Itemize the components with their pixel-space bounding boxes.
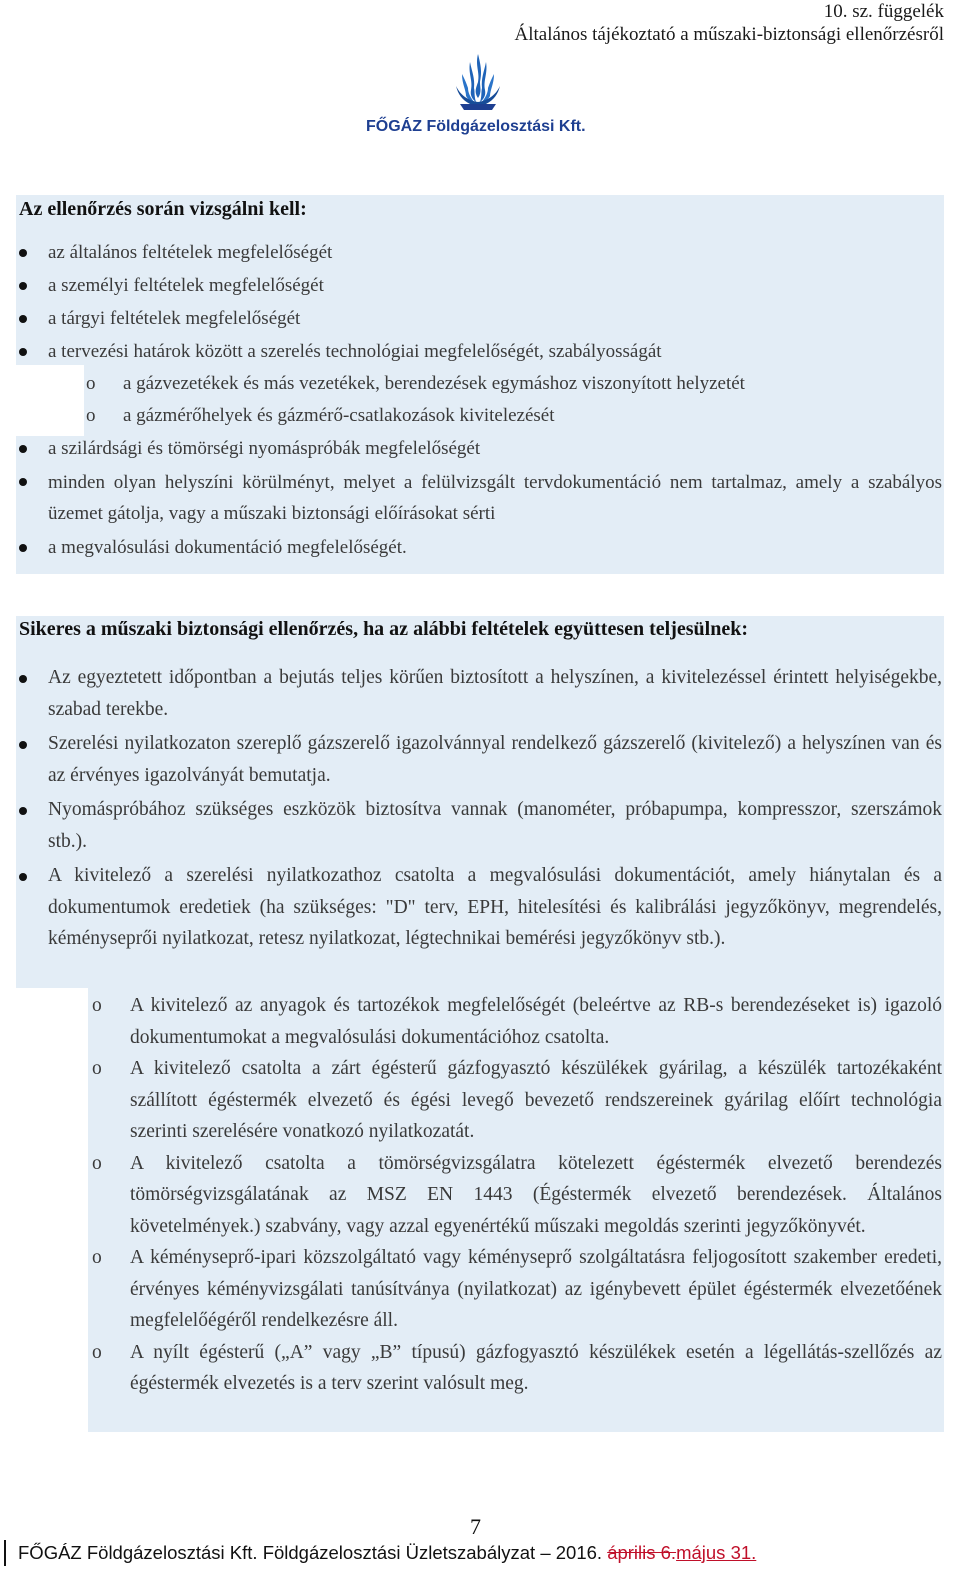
section2-list: [18, 662, 942, 958]
sub-list-item: o a gázvezetékek és más vezetékek, berendezések egymáshoz viszonyított helyzetét: [18, 368, 942, 400]
company-logo: [366, 52, 616, 138]
sub-list-item: o A kivitelező az anyagok és tartozékok megfelelőségét (beleértve az RB-s berendezéseket is) igazoló dokumentumokat a megvalósulási dokumentációhoz csatolta.: [88, 990, 942, 1053]
list-item: a személyi feltételek megfelelőségét: [18, 269, 942, 302]
list-item: minden olyan helyszíni körülményt, melyet a felülvizsgált tervdokumentáció nem tartalmaz, amely a szabályos üzemet gátolja, vagy a műszaki biztonsági előírásokat sérti: [18, 465, 942, 531]
section1-title: Az ellenőrzés során vizsgálni kell:: [19, 198, 307, 220]
gas-flame-logo-icon: [450, 52, 506, 114]
list-item: a szilárdsági és tömörségi nyomáspróbák megfelelőségét: [18, 432, 942, 465]
sub-list-item: o A kivitelező csatolta a zárt égésterű gázfogyasztó készülékek gyárilag, a készülék tartozékaként szállított égéstermék elvezető és égési levegő bevezető rendszereinek gyárilag előírt technológia szerinti szerelésére vonatkozó nyilatkozatát.: [88, 1053, 942, 1148]
section2-title: Sikeres a műszaki biztonsági ellenőrzés, ha az alábbi feltételek együttesen teljesülnek:: [19, 618, 749, 640]
list-item: a tervezési határok között a szerelés technológiai megfelelőségét, szabályosságát: [18, 335, 942, 368]
list-item: A kivitelező a szerelési nyilatkozathoz csatolta a megvalósulási dokumentációt, amely hiánytalan és a dokumentumok eredetiek (ha szükséges: "D" terv, EPH, hitelesítési és kalibrálási jegyzőkönyv, megrendelés, kéményseprői nyilatkozat, retesz nyilatkozat, légtechnikai bemérési jegyzőkönyv stb.).: [18, 860, 942, 955]
section1-list: [18, 236, 942, 564]
list-item: Szerelési nyilatkozaton szereplő gázszerelő igazolvánnyal rendelkező gázszerelő (kivitelező) a helyszínen van és az érvényes igazolványát bemutatja.: [18, 728, 942, 791]
header-appendix-number: 10. sz. függelék: [823, 1, 944, 22]
footer-text: FŐGÁZ Földgázelosztási Kft. Földgázelosztási Üzletszabályzat – 2016.: [18, 1542, 608, 1563]
header-document-title: Általános tájékoztató a műszaki-biztonsági ellenőrzésről: [514, 24, 944, 45]
page-number: 7: [470, 1514, 481, 1539]
sub-list-item: o a gázmérőhelyek és gázmérő-csatlakozások kivitelezését: [18, 400, 942, 432]
page-footer: [4, 1540, 756, 1566]
list-item: a megvalósulási dokumentáció megfelelőségét.: [18, 531, 942, 564]
logo-company-name: FŐGÁZ Földgázelosztási Kft.: [366, 118, 586, 135]
sub-list-item: o A nyílt égésterű („A” vagy „B” típusú) gázfogyasztó készülékek esetén a légellátás-szellőzés az égéstermék elvezetés is a terv szerint valósult meg.: [88, 1337, 942, 1400]
list-item: Az egyeztetett időpontban a bejutás teljes körűen biztosított a helyszínen, a kivitelezéssel érintett helyiségekbe, szabad terekbe.: [18, 662, 942, 725]
footer-deleted-date: április 6.: [607, 1542, 677, 1563]
section2-sub-list: [88, 990, 942, 1400]
list-item: a tárgyi feltételek megfelelőségét: [18, 302, 942, 335]
sub-list-item: o A kéményseprő-ipari közszolgáltató vagy kéményseprő szolgáltatásra feljogosított szakember eredeti, érvényes kéményvizsgálati tanúsítványa (nyilatkozat) az igénybevett épület égéstermék elvezetőének megfelelőégéről rendelkezésre áll.: [88, 1242, 942, 1337]
footer-inserted-date: május 31.: [676, 1542, 757, 1563]
list-item: az általános feltételek megfelelőségét: [18, 236, 942, 269]
sub-list-item: o A kivitelező csatolta a tömörségvizsgálatra kötelezett égéstermék elvezető berendezés tömörségvizsgálatának az MSZ EN 1443 (Égéstermék elvezető berendezések. Általános követelmények.) szabvány, vagy azzal egyenértékű műszaki megoldás szerinti jegyzőkönyvét.: [88, 1148, 942, 1243]
list-item: Nyomáspróbához szükséges eszközök biztosítva vannak (manométer, próbapumpa, kompresszor, szerszámok stb.).: [18, 794, 942, 857]
page-header: [515, 0, 944, 46]
